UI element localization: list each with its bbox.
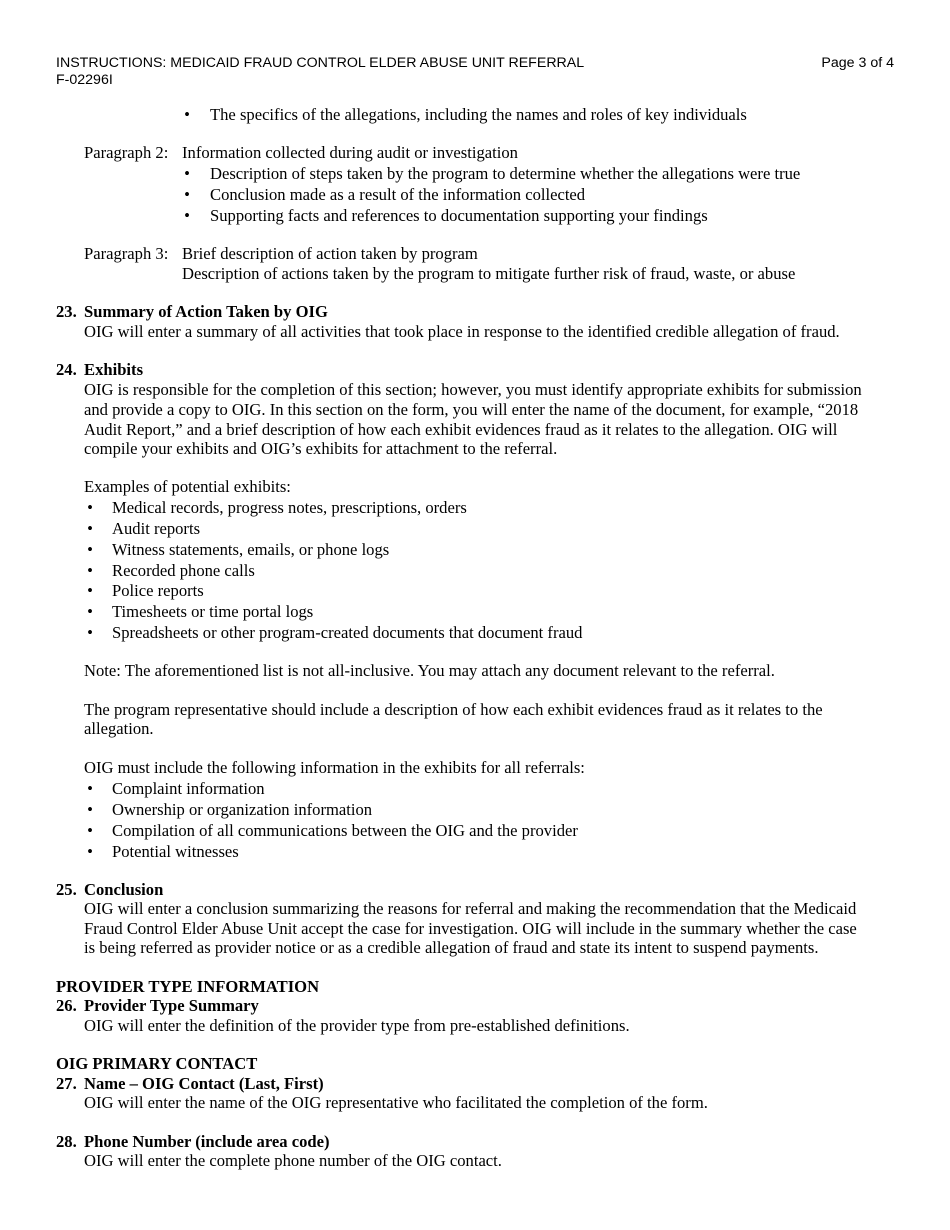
section-number: 27. [56, 1074, 77, 1093]
section-title: Conclusion [84, 880, 164, 899]
provider-type-heading: PROVIDER TYPE INFORMATION [56, 977, 320, 996]
bullet-dot: • [184, 206, 190, 225]
section-text-line: OIG will enter a conclusion summarizing the reasons for referral and making the recommendation that the Medicaid [84, 899, 857, 918]
bullet-dot: • [87, 779, 93, 798]
bullet-dot: • [87, 519, 93, 538]
list-item: Ownership or organization information [112, 800, 373, 819]
list-item: Conclusion made as a result of the information collected [210, 185, 586, 204]
section-title: Summary of Action Taken by OIG [84, 302, 328, 321]
list-item: Witness statements, emails, or phone logs [112, 540, 390, 559]
document-title: INSTRUCTIONS: MEDICAID FRAUD CONTROL ELDER ABUSE UNIT REFERRAL [56, 55, 585, 71]
section-text-line: Fraud Control Elder Abuse Unit accept the case for investigation. OIG will include in the summary whether the case [84, 919, 857, 938]
bullet-dot: • [87, 800, 93, 819]
section-text-line: is being referred as provider notice or as a credible allegation of fraud and state its intent to suspend payments. [84, 938, 819, 957]
list-item: Audit reports [112, 519, 201, 538]
section-title: Exhibits [84, 360, 144, 379]
section-number: 24. [56, 360, 77, 379]
section-text: OIG will enter the complete phone number of the OIG contact. [84, 1151, 502, 1170]
list-item: Supporting facts and references to documentation supporting your findings [210, 206, 708, 225]
list-item: Police reports [112, 581, 204, 600]
section-text-line: compile your exhibits and OIG’s exhibits for attachment to the referral. [84, 439, 558, 458]
section-title: Phone Number (include area code) [84, 1132, 330, 1151]
list-item: Medical records, progress notes, prescriptions, orders [112, 498, 467, 517]
rep-text-line: allegation. [84, 719, 154, 738]
list-item: Potential witnesses [112, 842, 239, 861]
bullet-dot: • [87, 842, 93, 861]
section-text-line: OIG is responsible for the completion of this section; however, you must identify appropriate exhibits for submission [84, 380, 862, 399]
bullet-dot: • [87, 821, 93, 840]
bullet-dot: • [87, 602, 93, 621]
oig-contact-heading: OIG PRIMARY CONTACT [56, 1054, 258, 1073]
section-text-line: Audit Report,” and a brief description of how each exhibit evidences fraud as it relates to the allegation. OIG will [84, 420, 838, 439]
section-text-line: and provide a copy to OIG. In this section on the form, you will enter the name of the document, for example, “2018 [84, 400, 859, 419]
bullet-dot: • [87, 623, 93, 642]
section-number: 23. [56, 302, 77, 321]
list-item: The specifics of the allegations, including the names and roles of key individuals [210, 105, 747, 124]
section-text: OIG will enter the definition of the provider type from pre-established definitions. [84, 1016, 630, 1035]
section-title: Name – OIG Contact (Last, First) [84, 1074, 324, 1093]
paragraph2-label: Paragraph 2: [84, 143, 169, 162]
note-text: Note: The aforementioned list is not all-inclusive. You may attach any document relevant to the referral. [84, 661, 775, 680]
bullet-dot: • [87, 561, 93, 580]
list-item: Timesheets or time portal logs [112, 602, 314, 621]
list-item: Recorded phone calls [112, 561, 255, 580]
bullet-dot: • [184, 185, 190, 204]
section-text: OIG will enter the name of the OIG representative who facilitated the completion of the form. [84, 1093, 708, 1112]
bullet-dot: • [184, 164, 190, 183]
paragraph3-heading: Brief description of action taken by program [182, 244, 478, 263]
section-text: OIG will enter a summary of all activities that took place in response to the identified credible allegation of fraud. [84, 322, 840, 341]
page-number: Page 3 of 4 [821, 55, 894, 71]
list-item: Spreadsheets or other program-created documents that document fraud [112, 623, 583, 642]
paragraph3-label: Paragraph 3: [84, 244, 169, 263]
bullet-dot: • [87, 581, 93, 600]
section-number: 25. [56, 880, 77, 899]
form-number: F-02296I [56, 72, 113, 88]
section-number: 28. [56, 1132, 77, 1151]
paragraph2-heading: Information collected during audit or investigation [182, 143, 518, 162]
oig-intro: OIG must include the following information in the exhibits for all referrals: [84, 758, 585, 777]
paragraph3-text: Description of actions taken by the program to mitigate further risk of fraud, waste, or abuse [182, 264, 796, 283]
bullet-dot: • [184, 105, 190, 124]
examples-intro: Examples of potential exhibits: [84, 477, 291, 496]
bullet-dot: • [87, 540, 93, 559]
bullet-dot: • [87, 498, 93, 517]
list-item: Complaint information [112, 779, 265, 798]
section-number: 26. [56, 996, 77, 1015]
list-item: Compilation of all communications between the OIG and the provider [112, 821, 578, 840]
section-title: Provider Type Summary [84, 996, 259, 1015]
list-item: Description of steps taken by the program to determine whether the allegations were true [210, 164, 801, 183]
rep-text-line: The program representative should include a description of how each exhibit evidences fraud as it relates to the [84, 700, 823, 719]
